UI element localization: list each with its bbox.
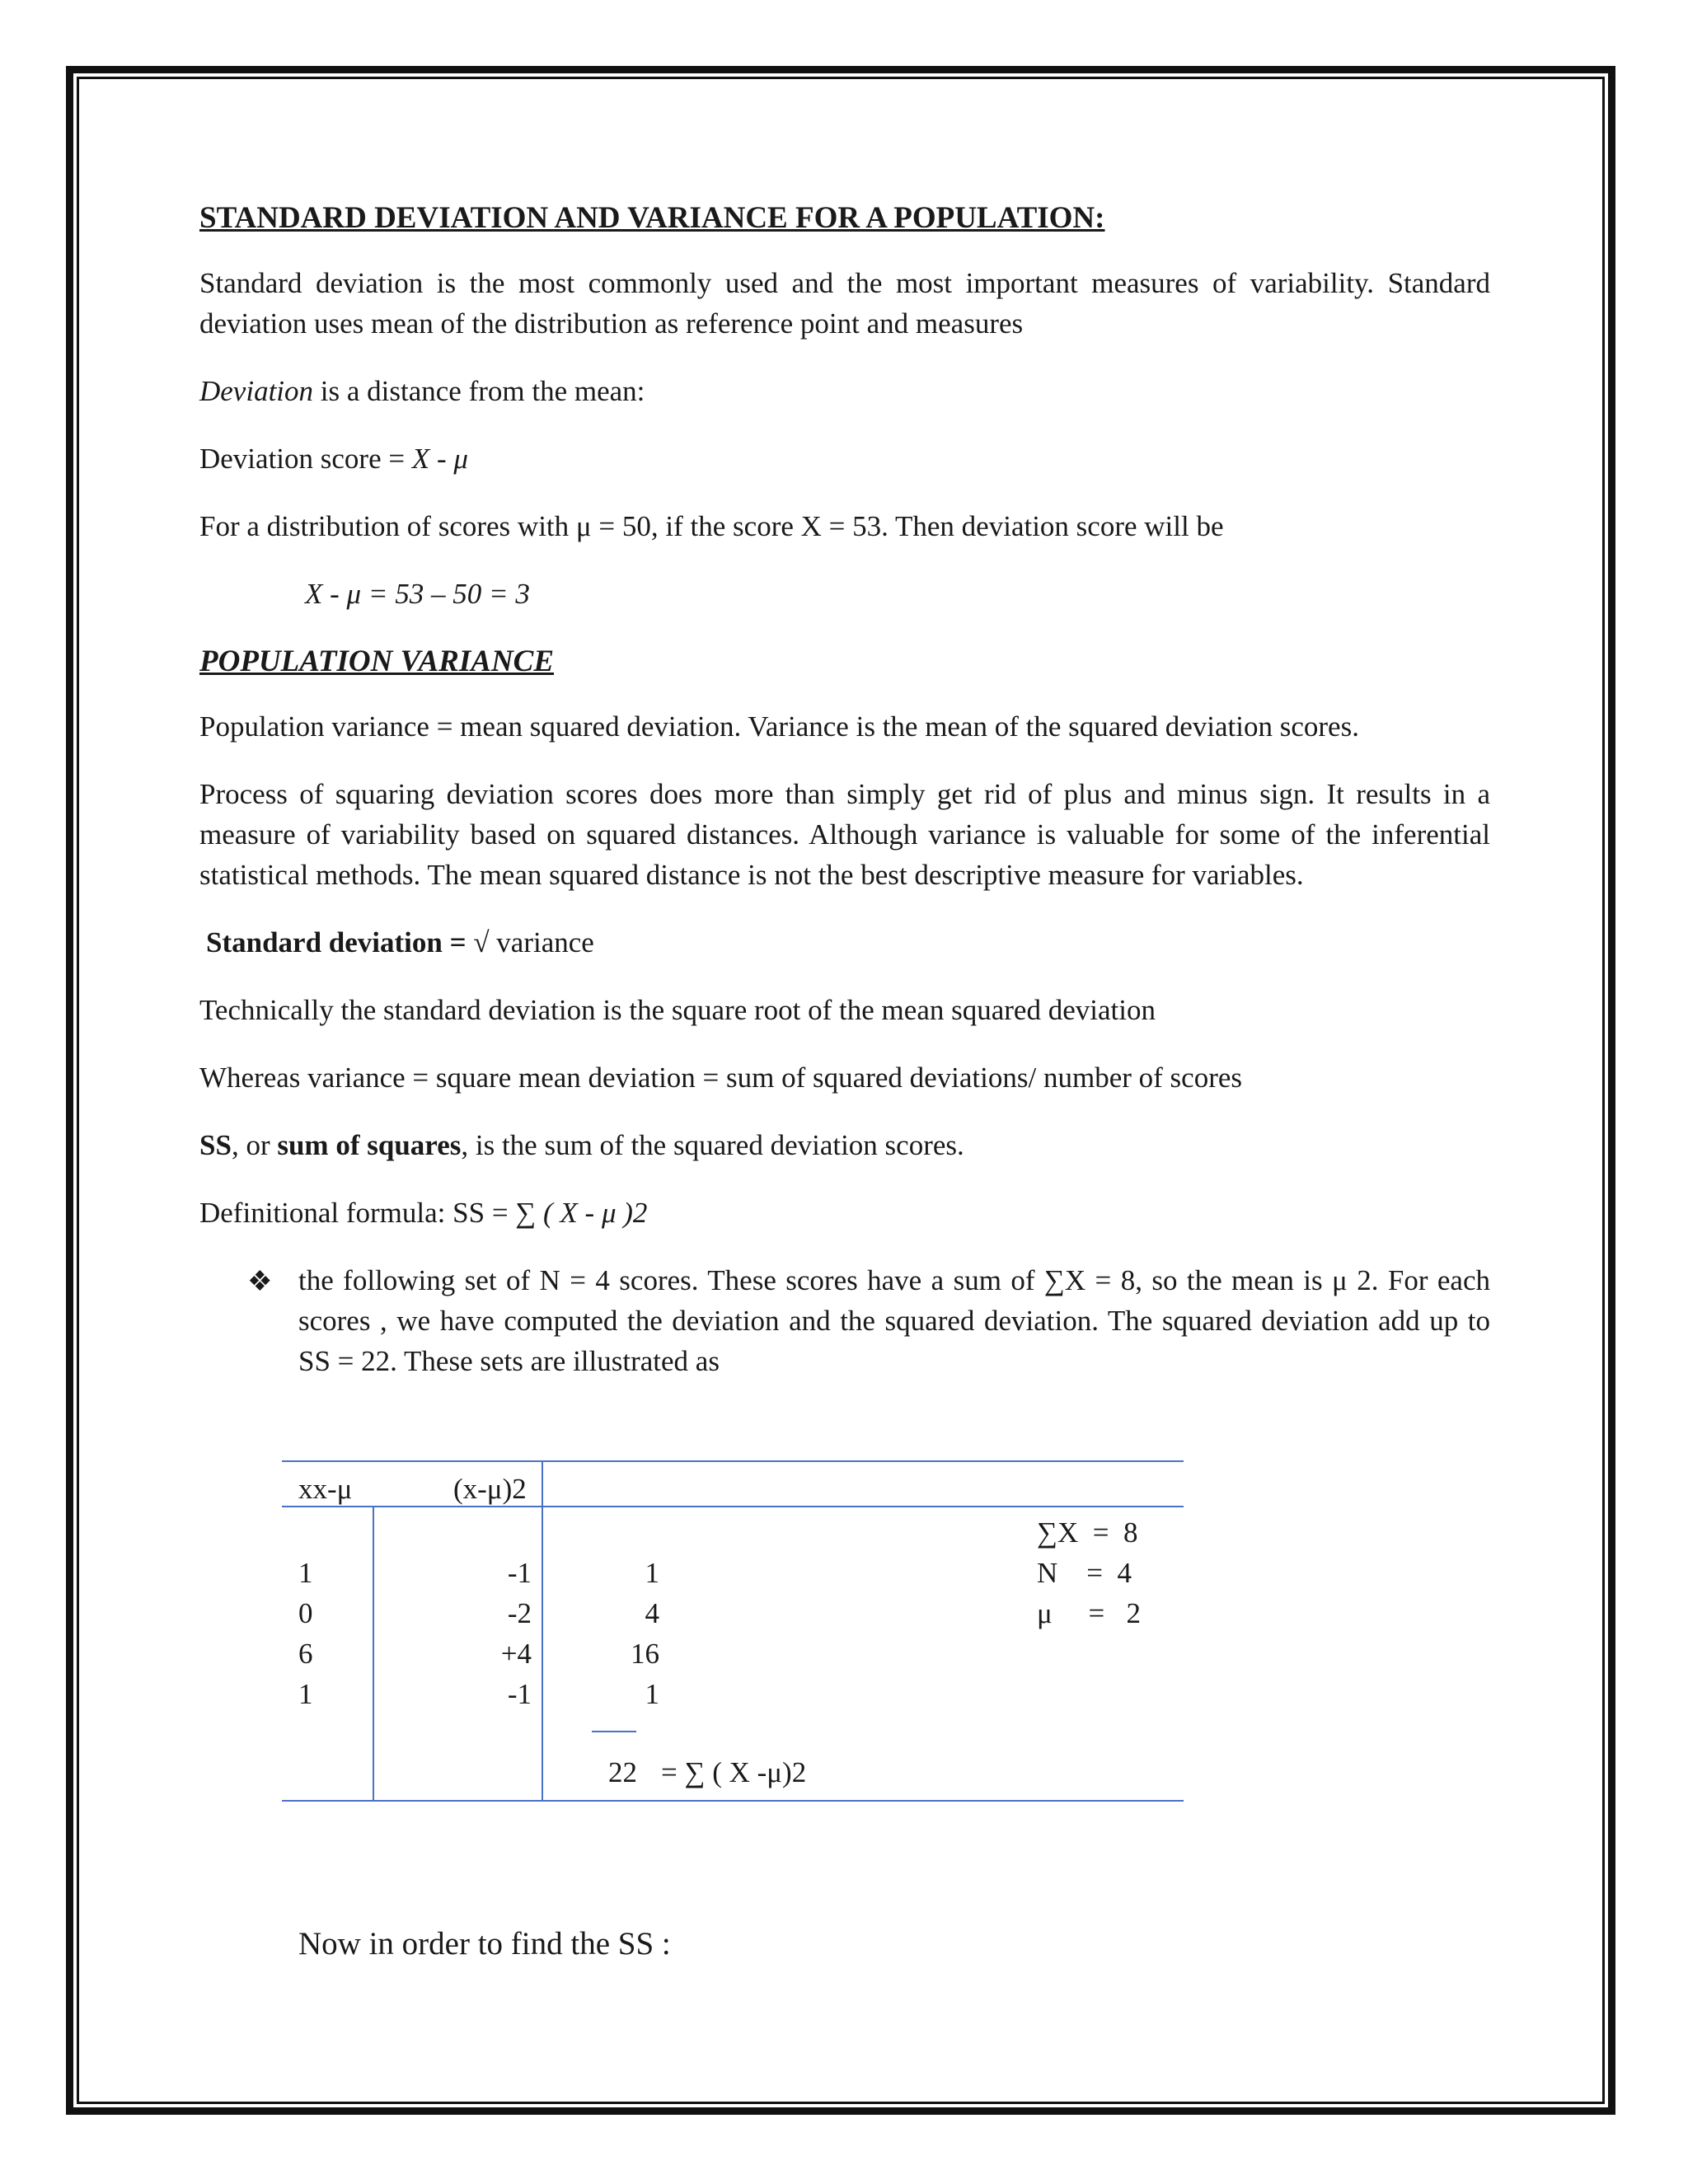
table-top-rule bbox=[282, 1460, 1184, 1462]
table-header-2: (x-μ)2 bbox=[453, 1473, 527, 1505]
table-cell: 1 bbox=[298, 1557, 313, 1589]
closing-line: Now in order to find the SS : bbox=[298, 1926, 671, 1961]
table-cell: -2 bbox=[507, 1597, 532, 1629]
definitional-formula: ( X - μ )2 bbox=[543, 1197, 648, 1229]
sum-rule bbox=[592, 1731, 636, 1732]
table-cell: 6 bbox=[298, 1638, 313, 1670]
ss-text-2: , is the sum of the squared deviation scores. bbox=[461, 1129, 964, 1161]
intro-paragraph: Standard deviation is the most commonly used and the most important measures of variability. Standard deviation uses mean of the distribution as reference point and measures bbox=[199, 267, 1490, 340]
document-body bbox=[199, 198, 1490, 1408]
table-cell: 4 bbox=[645, 1597, 659, 1629]
population-variance-definition: Population variance = mean squared deviation. Variance is the mean of the squared deviation scores. bbox=[199, 710, 1359, 743]
standard-deviation-line bbox=[199, 922, 1490, 963]
table-cell: 1 bbox=[645, 1678, 659, 1710]
deviation-term: Deviation bbox=[199, 375, 314, 407]
definitional-formula-line bbox=[199, 1193, 1490, 1233]
diamond-bullet-icon: ❖ bbox=[247, 1267, 273, 1297]
sum-of-squares-line bbox=[199, 1125, 1490, 1165]
table-bottom-rule bbox=[282, 1800, 1184, 1802]
deviation-score-line bbox=[199, 438, 1490, 479]
table-total-formula: = ∑ ( X -μ)2 bbox=[661, 1756, 807, 1788]
table-header-1: xx-μ bbox=[298, 1473, 353, 1505]
technically-paragraph: Technically the standard deviation is the square root of the mean squared deviation bbox=[199, 994, 1156, 1026]
example-text: For a distribution of scores with μ = 50, if the score X = 53. Then deviation score will be bbox=[199, 510, 1224, 542]
table-cell: 16 bbox=[631, 1638, 659, 1670]
definitional-formula-label: Definitional formula: SS = ∑ bbox=[199, 1197, 544, 1229]
standard-deviation-label: Standard deviation = bbox=[206, 926, 467, 958]
squaring-paragraph: Process of squaring deviation scores does more than simply get rid of plus and minus sign. It results in a measure of variability based on squared distances. Although variance is valuable for some of the inferential statistical methods. The mean squared distance is not the best descriptive measure for variables. bbox=[199, 778, 1490, 891]
bullet-item bbox=[199, 1260, 1490, 1381]
ss-text-1: , or bbox=[231, 1129, 278, 1161]
summary-sum-x: ∑X = 8 bbox=[1037, 1516, 1138, 1549]
scores-table bbox=[280, 1459, 1187, 1805]
bullet-text: the following set of N = 4 scores. These scores have a sum of ∑X = 8, so the mean is μ 2. For each scores , we have computed the deviation and the squared deviation. The squared deviation add up to SS = 22. These sets are illustrated as bbox=[298, 1264, 1490, 1377]
deviation-def-text: is a distance from the mean: bbox=[313, 375, 645, 407]
table-col-divider-2 bbox=[542, 1460, 543, 1802]
ss-abbrev: SS bbox=[199, 1129, 232, 1161]
table-cell: -1 bbox=[507, 1557, 532, 1589]
deviation-score-formula: X - μ bbox=[411, 443, 468, 475]
standard-deviation-value: √ variance bbox=[466, 926, 594, 958]
whereas-paragraph: Whereas variance = square mean deviation = sum of squared deviations/ number of scores bbox=[199, 1062, 1243, 1094]
example-formula: X - μ = 53 – 50 = 3 bbox=[305, 578, 530, 610]
summary-n: N = 4 bbox=[1037, 1557, 1132, 1589]
table-cell: 0 bbox=[298, 1597, 313, 1629]
table-cell: 1 bbox=[645, 1557, 659, 1589]
summary-mu: μ = 2 bbox=[1037, 1597, 1142, 1629]
population-variance-heading: POPULATION VARIANCE bbox=[199, 644, 555, 678]
deviation-definition bbox=[199, 371, 1490, 411]
table-header-rule bbox=[282, 1506, 1184, 1507]
table-cell: 1 bbox=[298, 1678, 313, 1710]
deviation-score-label: Deviation score = bbox=[199, 443, 412, 475]
page-title: STANDARD DEVIATION AND VARIANCE FOR A POPULATION: bbox=[199, 201, 1105, 235]
table-cell: +4 bbox=[500, 1638, 532, 1670]
table-col-divider-1 bbox=[373, 1506, 374, 1802]
ss-full-name: sum of squares bbox=[277, 1129, 462, 1161]
table-cell: -1 bbox=[507, 1678, 532, 1710]
table-total-value: 22 bbox=[608, 1756, 637, 1788]
